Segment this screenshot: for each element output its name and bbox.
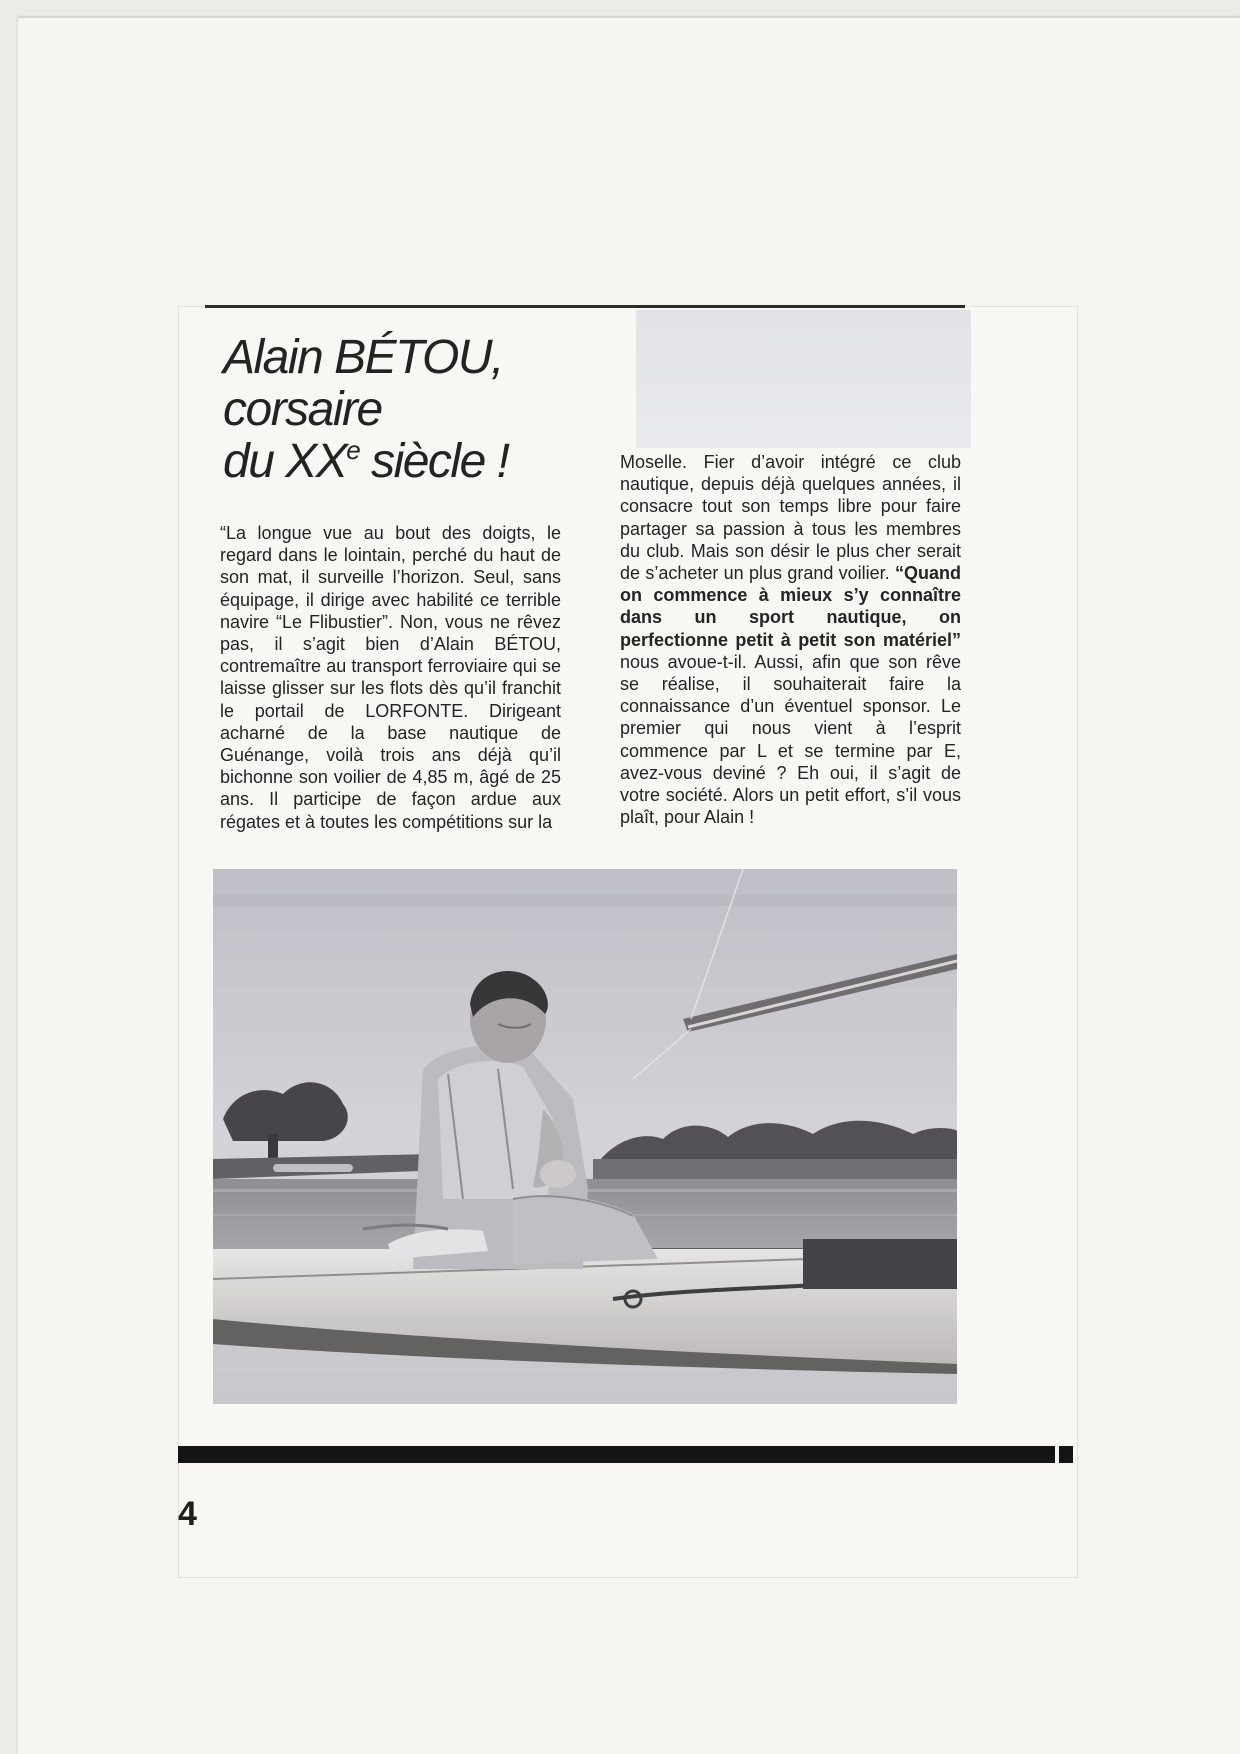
column-right-quote: “Quand on commence à mieux s’y connaître dans un sport nautique, on perfectionne petit à petit son matériel” [620,563,961,650]
bleed-through-block [636,310,971,448]
title-line-3 [223,436,563,488]
page-number: 4 [178,1495,197,1533]
article-column-right [620,451,961,828]
title-line-1: Alain BÉTOU, [223,331,503,384]
title-line-2: corsaire [223,383,382,436]
column-right-text-1: Moselle. Fier d’avoir intégré ce club nautique, depuis déjà quelques années, il consacre tout son temps libre pour faire partager sa passion à tous les membres du club. Mais son désir le plus cher serait de s’acheter un plus grand voilier. [620,452,961,584]
title-line-3-prefix: du XX [223,435,347,488]
bottom-rule [178,1446,1073,1463]
top-rule [205,305,965,308]
title-line-3-suffix: siècle ! [359,435,509,488]
article-column-left: “La longue vue au bout des doigts, le regard dans le lointain, perché du haut de son mat, il surveille l’horizon. Seul, sans équipage, il dirige avec habilité ce terrible navire “Le Flibustier”. Non, vous ne rêvez pas, il s’agit bien d’Alain BÉTOU, contremaître au transport ferroviaire qui se laisse glisser sur les flots dès qu’il franchit le portail de LORFONTE. Dirigeant acharné de la base nautique de Guénange, voilà trois ans déjà qu’il bichonne son voilier de 4,85 m, âgé de 25 ans. Il participe de façon ardue aux régates et à toutes les compétitions sur la [220,523,561,832]
article-title [223,332,563,488]
column-right-text-2: nous avoue-t-il. Aussi, afin que son rêve se réalise, il souhaiterait faire la connaissance d’un éventuel sponsor. Le premier qui nous vient à l’esprit commence par L et se termine par E, avez-vous deviné ? Eh oui, il s’agit de votre société. Alors un petit effort, s’il vous plaît, pour Alain ! [620,651,961,828]
sailboat-photo [213,869,957,1404]
bottom-rule-gap [1055,1446,1059,1463]
title-superscript: e [346,435,360,465]
